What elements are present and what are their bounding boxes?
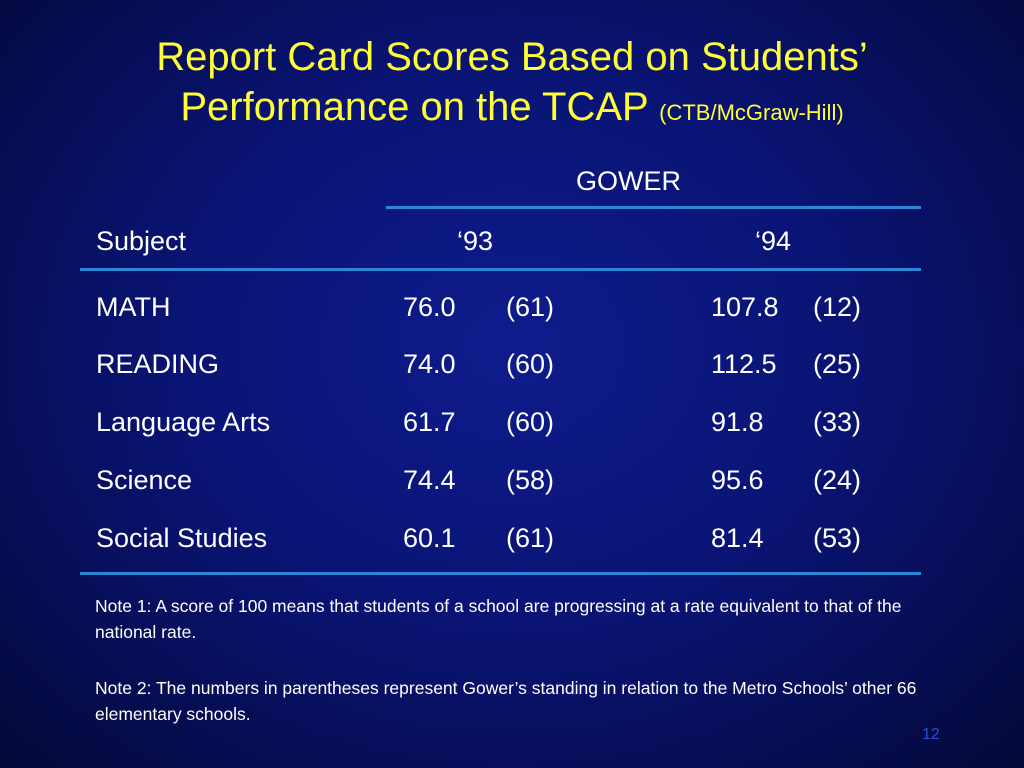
row-language-arts-rank-94: (33) [813,407,862,437]
row-social-studies-rank-93: (61) [506,523,555,553]
page-number: 12 [922,726,940,743]
row-reading-subject: READING [96,349,220,379]
note-2: Note 2: The numbers in parentheses represent Gower’s standing in relation to the Metro Schools’ other 66 elementary schools. [95,678,917,724]
row-reading-rank-94: (25) [813,349,862,379]
title-subtitle: (CTB/McGraw-Hill) [659,100,844,125]
note-1: Note 1: A score of 100 means that students of a school are progressing at a rate equivalent to that of the national rate. [95,596,902,642]
slide-title [0,32,1024,138]
column-header-subject: Subject [96,226,187,256]
row-social-studies-score-93: 60.1 [403,523,456,553]
row-science-score-94: 95.6 [711,465,764,495]
row-reading-rank-93: (60) [506,349,555,379]
column-header-94: ‘94 [755,226,792,256]
row-social-studies-subject: Social Studies [96,523,268,553]
row-language-arts-subject: Language Arts [96,407,271,437]
column-header-93: ‘93 [457,226,494,256]
row-math-subject: MATH [96,292,171,322]
group-header-rule [386,206,921,209]
row-math-rank-94: (12) [813,292,862,322]
row-language-arts-score-93: 61.7 [403,407,456,437]
title-line-1: Report Card Scores Based on Students’ [156,35,868,79]
title-line-2: Performance on the TCAP [180,85,660,129]
header-rule [80,268,921,271]
row-reading-score-94: 112.5 [711,349,777,379]
row-science-rank-93: (58) [506,465,555,495]
row-math-score-93: 76.0 [403,292,456,322]
row-science-score-93: 74.4 [403,465,456,495]
row-math-score-94: 107.8 [711,292,779,322]
row-science-rank-94: (24) [813,465,862,495]
row-language-arts-rank-93: (60) [506,407,555,437]
row-science-subject: Science [96,465,193,495]
row-reading-score-93: 74.0 [403,349,456,379]
row-math-rank-93: (61) [506,292,555,322]
row-language-arts-score-94: 91.8 [711,407,764,437]
footer-rule [80,572,921,575]
row-social-studies-rank-94: (53) [813,523,862,553]
row-social-studies-score-94: 81.4 [711,523,764,553]
group-header-gower: GOWER [576,166,681,196]
